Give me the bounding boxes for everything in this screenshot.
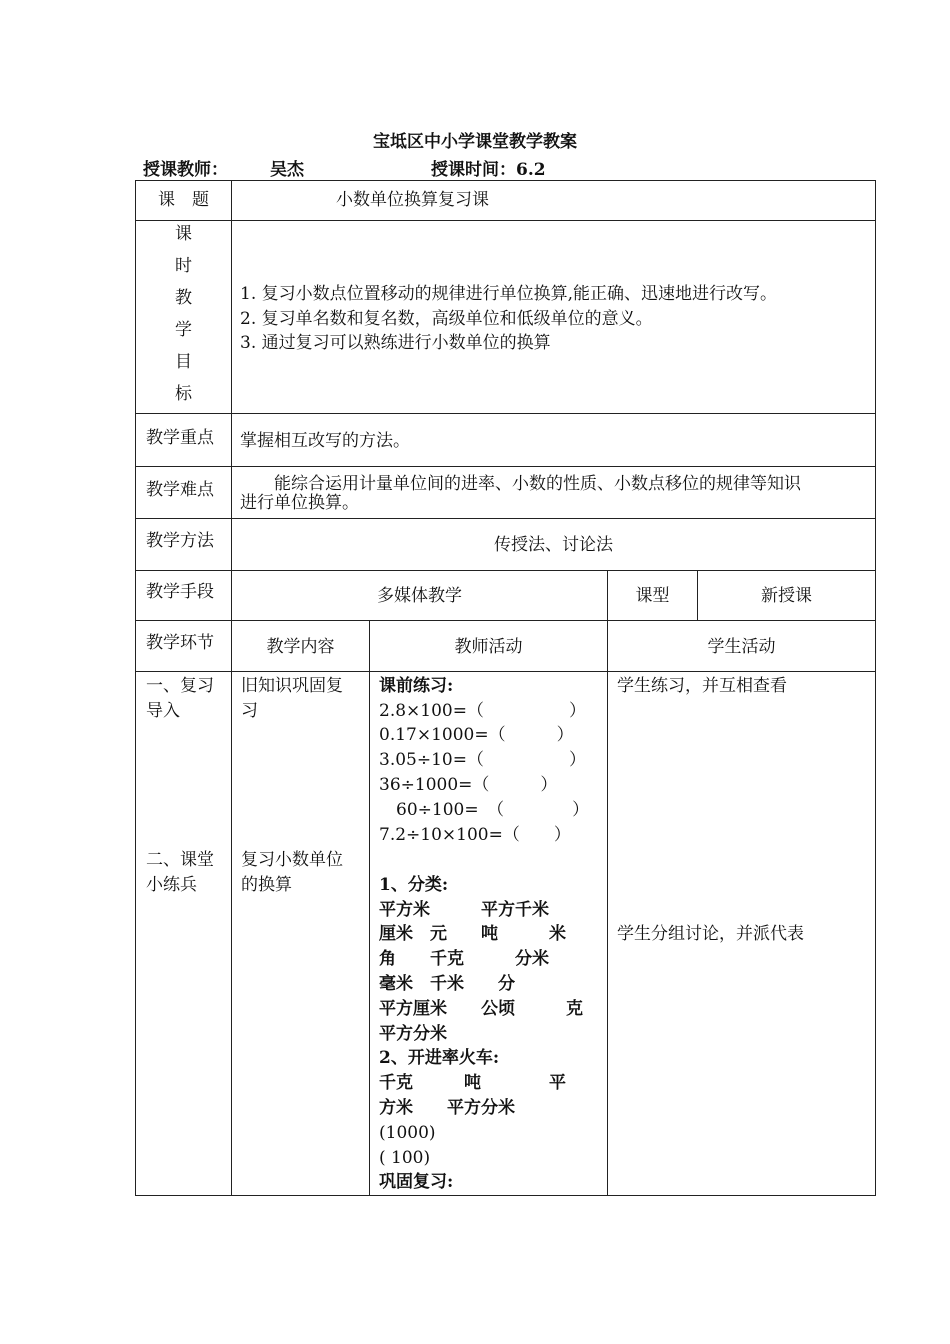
teacher-line: 巩固复习: bbox=[379, 1172, 454, 1192]
teacher-line: 平方厘米 公顷 克 bbox=[379, 999, 583, 1019]
stage-1-line-2: 导入 bbox=[146, 701, 180, 721]
table-rule bbox=[135, 180, 876, 181]
content-1-line-2: 习 bbox=[241, 701, 258, 721]
teacher-line: 2、开进率火车: bbox=[379, 1048, 500, 1068]
teacher-line: ( 100) bbox=[379, 1148, 431, 1168]
objectives-label: 课 时 教 学 目 标 bbox=[175, 224, 192, 404]
document-title: 宝坻区中小学课堂教学教案 bbox=[373, 132, 577, 152]
content-header: 教学内容 bbox=[266, 637, 335, 657]
table-rule bbox=[231, 180, 232, 1196]
student-activity-2: 学生分组讨论，并派代表 bbox=[617, 924, 804, 944]
lesson-type-value: 新授课 bbox=[761, 586, 812, 606]
lesson-type-label: 课型 bbox=[635, 586, 670, 606]
table-rule bbox=[875, 180, 876, 1196]
teacher-line: 1、分类: bbox=[379, 875, 449, 895]
difficulty-line-2: 进行单位换算。 bbox=[240, 493, 359, 513]
topic-value: 小数单位换算复习课 bbox=[336, 190, 489, 210]
table-rule bbox=[607, 570, 608, 1196]
teacher-line: 毫米 千米 分 bbox=[379, 974, 515, 994]
content-2-line-2: 的换算 bbox=[241, 875, 292, 895]
teacher-line: 角 千克 分米 bbox=[379, 949, 549, 969]
method-label: 教学方法 bbox=[146, 531, 214, 551]
stage-2-line-1: 二、课堂 bbox=[146, 850, 214, 870]
means-label: 教学手段 bbox=[146, 582, 214, 602]
table-rule bbox=[135, 1195, 876, 1196]
stage-1-line-1: 一、复习 bbox=[146, 676, 214, 696]
stage-2-line-2: 小练兵 bbox=[146, 875, 197, 895]
objective-item-3: 3. 通过复习可以熟练进行小数单位的换算 bbox=[240, 333, 551, 353]
teacher-line: 课前练习: bbox=[379, 676, 454, 696]
key-point-value: 掌握相互改写的方法。 bbox=[240, 431, 410, 451]
teacher-line: 7.2÷10×100=（ ） bbox=[379, 825, 571, 845]
difficulty-label: 教学难点 bbox=[146, 480, 214, 500]
teacher-line: 厘米 元 吨 米 bbox=[379, 924, 566, 944]
teacher-line: 3.05÷10=（ ） bbox=[379, 750, 586, 770]
table-rule bbox=[135, 620, 876, 621]
objective-item-1: 1. 复习小数点位置移动的规律进行单位换算,能正确、迅速地进行改写。 bbox=[240, 284, 778, 304]
stage-header: 教学环节 bbox=[146, 633, 214, 653]
lesson-time: 授课时间：6.2 bbox=[431, 160, 546, 180]
teacher-line: 36÷1000=（ ） bbox=[379, 775, 558, 795]
topic-label: 课 题 bbox=[158, 190, 209, 210]
teacher-line: (1000) bbox=[379, 1123, 436, 1143]
table-rule bbox=[135, 466, 876, 467]
teacher-name: 吴杰 bbox=[270, 160, 304, 180]
teacher-line: 千克 吨 平 bbox=[379, 1073, 566, 1093]
teacher-line: 平方分米 bbox=[379, 1024, 447, 1044]
difficulty-line-1: 能综合运用计量单位间的进率、小数的性质、小数点移位的规律等知识 bbox=[274, 474, 801, 494]
teacher-label: 授课教师： bbox=[143, 160, 228, 180]
teacher-line: 平方米 平方千米 bbox=[379, 900, 549, 920]
student-activity-1: 学生练习，并互相查看 bbox=[617, 676, 787, 696]
teacher-line: 2.8×100=（ ） bbox=[379, 701, 586, 721]
content-1-line-1: 旧知识巩固复 bbox=[241, 676, 343, 696]
means-value: 多媒体教学 bbox=[377, 586, 462, 606]
method-value: 传授法、讨论法 bbox=[494, 535, 613, 555]
teacher-activity-header: 教师活动 bbox=[454, 637, 523, 657]
teacher-line: 0.17×1000=（ ） bbox=[379, 725, 574, 745]
content-2-line-1: 复习小数单位 bbox=[241, 850, 343, 870]
table-rule bbox=[135, 570, 876, 571]
table-rule bbox=[135, 220, 876, 221]
objective-item-2: 2. 复习单名数和复名数，高级单位和低级单位的意义。 bbox=[240, 309, 653, 329]
table-rule bbox=[369, 620, 370, 1196]
teacher-line: 60÷100= （ ） bbox=[379, 800, 590, 820]
key-point-label: 教学重点 bbox=[146, 428, 214, 448]
student-activity-header: 学生活动 bbox=[707, 637, 776, 657]
teacher-line: 方米 平方分米 bbox=[379, 1098, 515, 1118]
table-rule bbox=[135, 518, 876, 519]
table-rule bbox=[135, 413, 876, 414]
table-rule bbox=[135, 671, 876, 672]
